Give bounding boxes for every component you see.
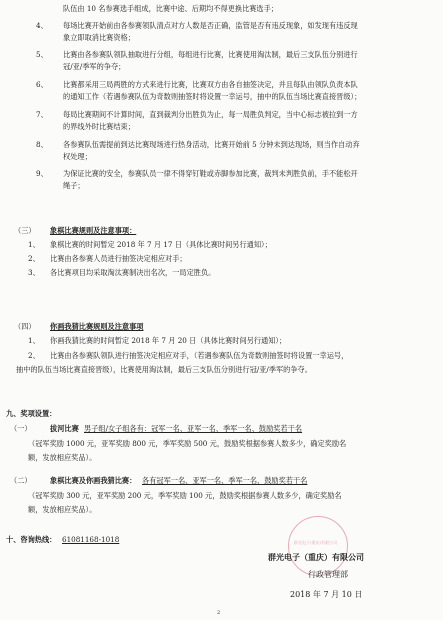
section-4-title: 你画我猜比赛规则及注意事项 bbox=[50, 322, 144, 331]
section-4-item-2-number: 2、 bbox=[28, 351, 40, 360]
signature-department: 行政管理部 bbox=[308, 570, 348, 579]
rule-item-6-line-1: 比赛都采用三局两胜的方式来进行比赛，比赛双方由各自抽签决定，并且每队由领队负责本队 bbox=[63, 80, 358, 89]
section-3-title: 象棋比赛规则及注意事项： bbox=[50, 226, 137, 235]
award-a-label: （一） bbox=[10, 424, 32, 433]
section-3-item-2-number: 2、 bbox=[28, 254, 40, 263]
hotline-label: 十、咨询热线： bbox=[6, 535, 57, 544]
section-4-item-2-line-1: 比赛由各参赛队领队进行抽签决定相应对手，（若遇参赛队伍为奇数则抽签时将设置一幸运号， bbox=[50, 351, 349, 360]
rule-item-4-line-1: 每场比赛开始前由各参赛领队清点对方人数是否正确，监管是否有违反现象，如发现有违反现 bbox=[63, 21, 358, 30]
award-a-categories: 男子组/女子组各有：冠军一名、亚军一名、季军一名、鼓励奖若干名 bbox=[84, 424, 303, 433]
hotline-number: 61081168-1018 bbox=[62, 535, 120, 544]
rule-item-5-line-2: 冠/亚/季军的争夺； bbox=[63, 62, 126, 71]
section-3-item-1-number: 1、 bbox=[28, 240, 40, 249]
rule-item-5-number: 5、 bbox=[36, 50, 48, 59]
rule-item-6-line-2: 的通知工作（若遇参赛队伍为奇数则抽签时将设置一幸运号，抽中的队伍当场比赛直接晋级）； bbox=[63, 92, 362, 101]
section-4-item-2-line-2: 抽中的队伍当场比赛直接晋级），比赛使用淘汰制，最后三支队伍分别进行冠/亚/季军的争夺。 bbox=[16, 365, 312, 374]
rule-item-7-number: 7、 bbox=[36, 110, 48, 119]
rule-item-6-number: 6、 bbox=[36, 80, 48, 89]
signature-date: 2018 年 7 月 10 日 bbox=[290, 590, 363, 599]
rule-item-8-line-1: 各参赛队伍需提前到达比赛现场进行热身活动，比赛开始前 5 分钟未到达现场，则当作自动弃 bbox=[63, 140, 360, 149]
section-3-item-1: 象棋比赛的时间暂定 2018 年 7 月 17 日（具体比赛时间另行通知）； bbox=[50, 240, 272, 249]
rule-item-9-number: 9、 bbox=[36, 169, 48, 178]
section-4-item-1-number: 1、 bbox=[28, 336, 40, 345]
rule-item-4-line-2: 象立即取消比赛资格； bbox=[63, 33, 135, 42]
company-seal-text: 群光电子(重庆)有限公司 bbox=[294, 540, 338, 545]
rule-item-7-line-2: 的界线外时比赛结束； bbox=[63, 122, 135, 131]
section-4-item-1: 你画我猜比赛的时间暂定 2018 年 7 月 20 日（具体比赛时间另行通知）； bbox=[50, 336, 287, 345]
page-number: 2 bbox=[217, 610, 221, 616]
award-b-detail-line-2: 额，发放相应奖品）。 bbox=[28, 505, 97, 514]
section-3-item-3: 各比赛项目均采取淘汰赛制决出名次，一局定胜负。 bbox=[50, 268, 216, 277]
section-3-item-3-number: 3、 bbox=[28, 268, 40, 277]
section-3-item-2: 比赛由各参赛人员进行抽签决定相应对手； bbox=[50, 254, 187, 263]
rule-item-9-line-2: 绳子； bbox=[63, 181, 85, 190]
award-a-title: 拔河比赛 bbox=[50, 424, 79, 433]
company-seal bbox=[288, 516, 348, 576]
section-3-label: （三） bbox=[14, 226, 36, 235]
award-b-title: 象棋比赛及你画我猜比赛： bbox=[50, 476, 137, 485]
rule-item-3-continuation: 队伍由 10 名参赛选手组成，比赛中途、后期均不得更换比赛选手； bbox=[63, 4, 278, 13]
rule-item-5-line-1: 比赛由各参赛队领队抽取进行分组，每组进行比赛，比赛使用淘汰制，最后三支队伍分别进行 bbox=[63, 50, 358, 59]
rule-item-8-line-2: 权处理； bbox=[63, 152, 92, 161]
section-4-label: （四） bbox=[14, 322, 36, 331]
rule-item-9-line-1: 为保证比赛的安全，参赛队员一律不得穿钉鞋或赤脚参加比赛，裁判未判胜负前，手不能松开 bbox=[63, 169, 358, 178]
signature-company: 群光电子（重庆）有限公司 bbox=[268, 552, 364, 562]
award-b-categories: 各有冠军一名、亚军一名、季军一名、鼓励奖若干名 bbox=[142, 476, 308, 485]
section-9-title: 九、奖项设置： bbox=[6, 409, 57, 418]
award-b-label: （二） bbox=[10, 476, 32, 485]
award-b-detail-line-1: （冠军奖励 300 元，亚军奖励 200 元，季军奖励 100 元，鼓励奖根据参赛人数多少，确定奖励名 bbox=[28, 491, 342, 500]
rule-item-4-number: 4、 bbox=[36, 21, 48, 30]
award-a-detail-line-1: （冠军奖励 1000 元，亚军奖励 800 元，季军奖励 500 元，鼓励奖根据参赛人数多少，确定奖励名 bbox=[28, 439, 347, 448]
award-a-detail-line-2: 额，发放相应奖品）。 bbox=[28, 453, 97, 462]
rule-item-8-number: 8、 bbox=[36, 140, 48, 149]
rule-item-7-line-1: 每局比赛期间不计算时间，直到裁判分出胜负为止，每一局胜负判定，当中心标志被拉到一方 bbox=[63, 110, 358, 119]
